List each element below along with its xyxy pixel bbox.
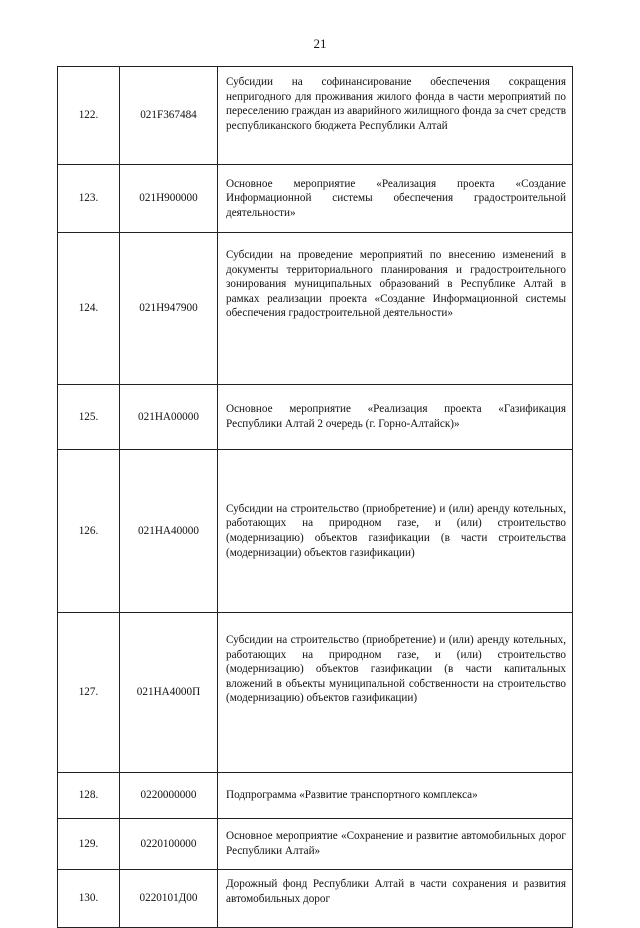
table-row (58, 613, 573, 773)
article-description: Основное мероприятие «Реализация проекта «Создание Информационной системы обеспечения градостроительной деятельности» (218, 165, 573, 233)
row-number: 122. (58, 67, 120, 165)
row-number: 128. (58, 773, 120, 819)
article-description: Субсидии на строительство (приобретение) и (или) аренду котельных, работающих на природном газе, и (или) строительство (модернизацию) объектов газификации (в части строительства (модернизации) объектов газификации) (218, 450, 573, 613)
row-number: 129. (58, 819, 120, 870)
article-description: Субсидии на строительство (приобретение) и (или) аренду котельных, работающих на природном газе, и (или) строительство (модернизацию) объектов газификации (в части капитальных вложений в объекты муниципальной собственности на строительство (модернизацию) объектов газификации) (218, 613, 573, 773)
target-article-code: 0220100000 (120, 819, 218, 870)
table-row (58, 870, 573, 928)
table-row (58, 450, 573, 613)
article-description: Основное мероприятие «Реализация проекта «Газификация Республики Алтай 2 очередь (г. Горно-Алтайск)» (218, 385, 573, 450)
row-number: 127. (58, 613, 120, 773)
row-number: 123. (58, 165, 120, 233)
article-description: Дорожный фонд Республики Алтай в части сохранения и развития автомобильных дорог (218, 870, 573, 928)
table-row (58, 819, 573, 870)
row-number: 130. (58, 870, 120, 928)
row-number: 124. (58, 233, 120, 385)
table-row (58, 67, 573, 165)
target-article-code: 021H947900 (120, 233, 218, 385)
row-number: 125. (58, 385, 120, 450)
article-description: Основное мероприятие «Сохранение и развитие автомобильных дорог Республики Алтай» (218, 819, 573, 870)
table-row (58, 385, 573, 450)
target-article-code: 0220000000 (120, 773, 218, 819)
article-description: Подпрограмма «Развитие транспортного комплекса» (218, 773, 573, 819)
table-row (58, 233, 573, 385)
target-article-code: 021H900000 (120, 165, 218, 233)
row-number: 126. (58, 450, 120, 613)
budget-classification-table (57, 66, 573, 928)
target-article-code: 021HA4000П (120, 613, 218, 773)
target-article-code: 021HA00000 (120, 385, 218, 450)
target-article-code: 021HA40000 (120, 450, 218, 613)
article-description: Субсидии на софинансирование обеспечения сокращения непригодного для проживания жилого фонда в части мероприятий по переселению граждан из аварийного жилищного фонда за счет средств республиканского бюджета Республики Алтай (218, 67, 573, 165)
table-row (58, 773, 573, 819)
article-description: Субсидии на проведение мероприятий по внесению изменений в документы территориального планирования и градостроительного зонирования муниципальных образований в Республике Алтай в рамках реализации проекта «Создание Информационной системы обеспечения градостроительной деятельности» (218, 233, 573, 385)
table-row (58, 165, 573, 233)
target-article-code: 0220101Д00 (120, 870, 218, 928)
target-article-code: 021F367484 (120, 67, 218, 165)
page-number: 21 (313, 36, 327, 51)
